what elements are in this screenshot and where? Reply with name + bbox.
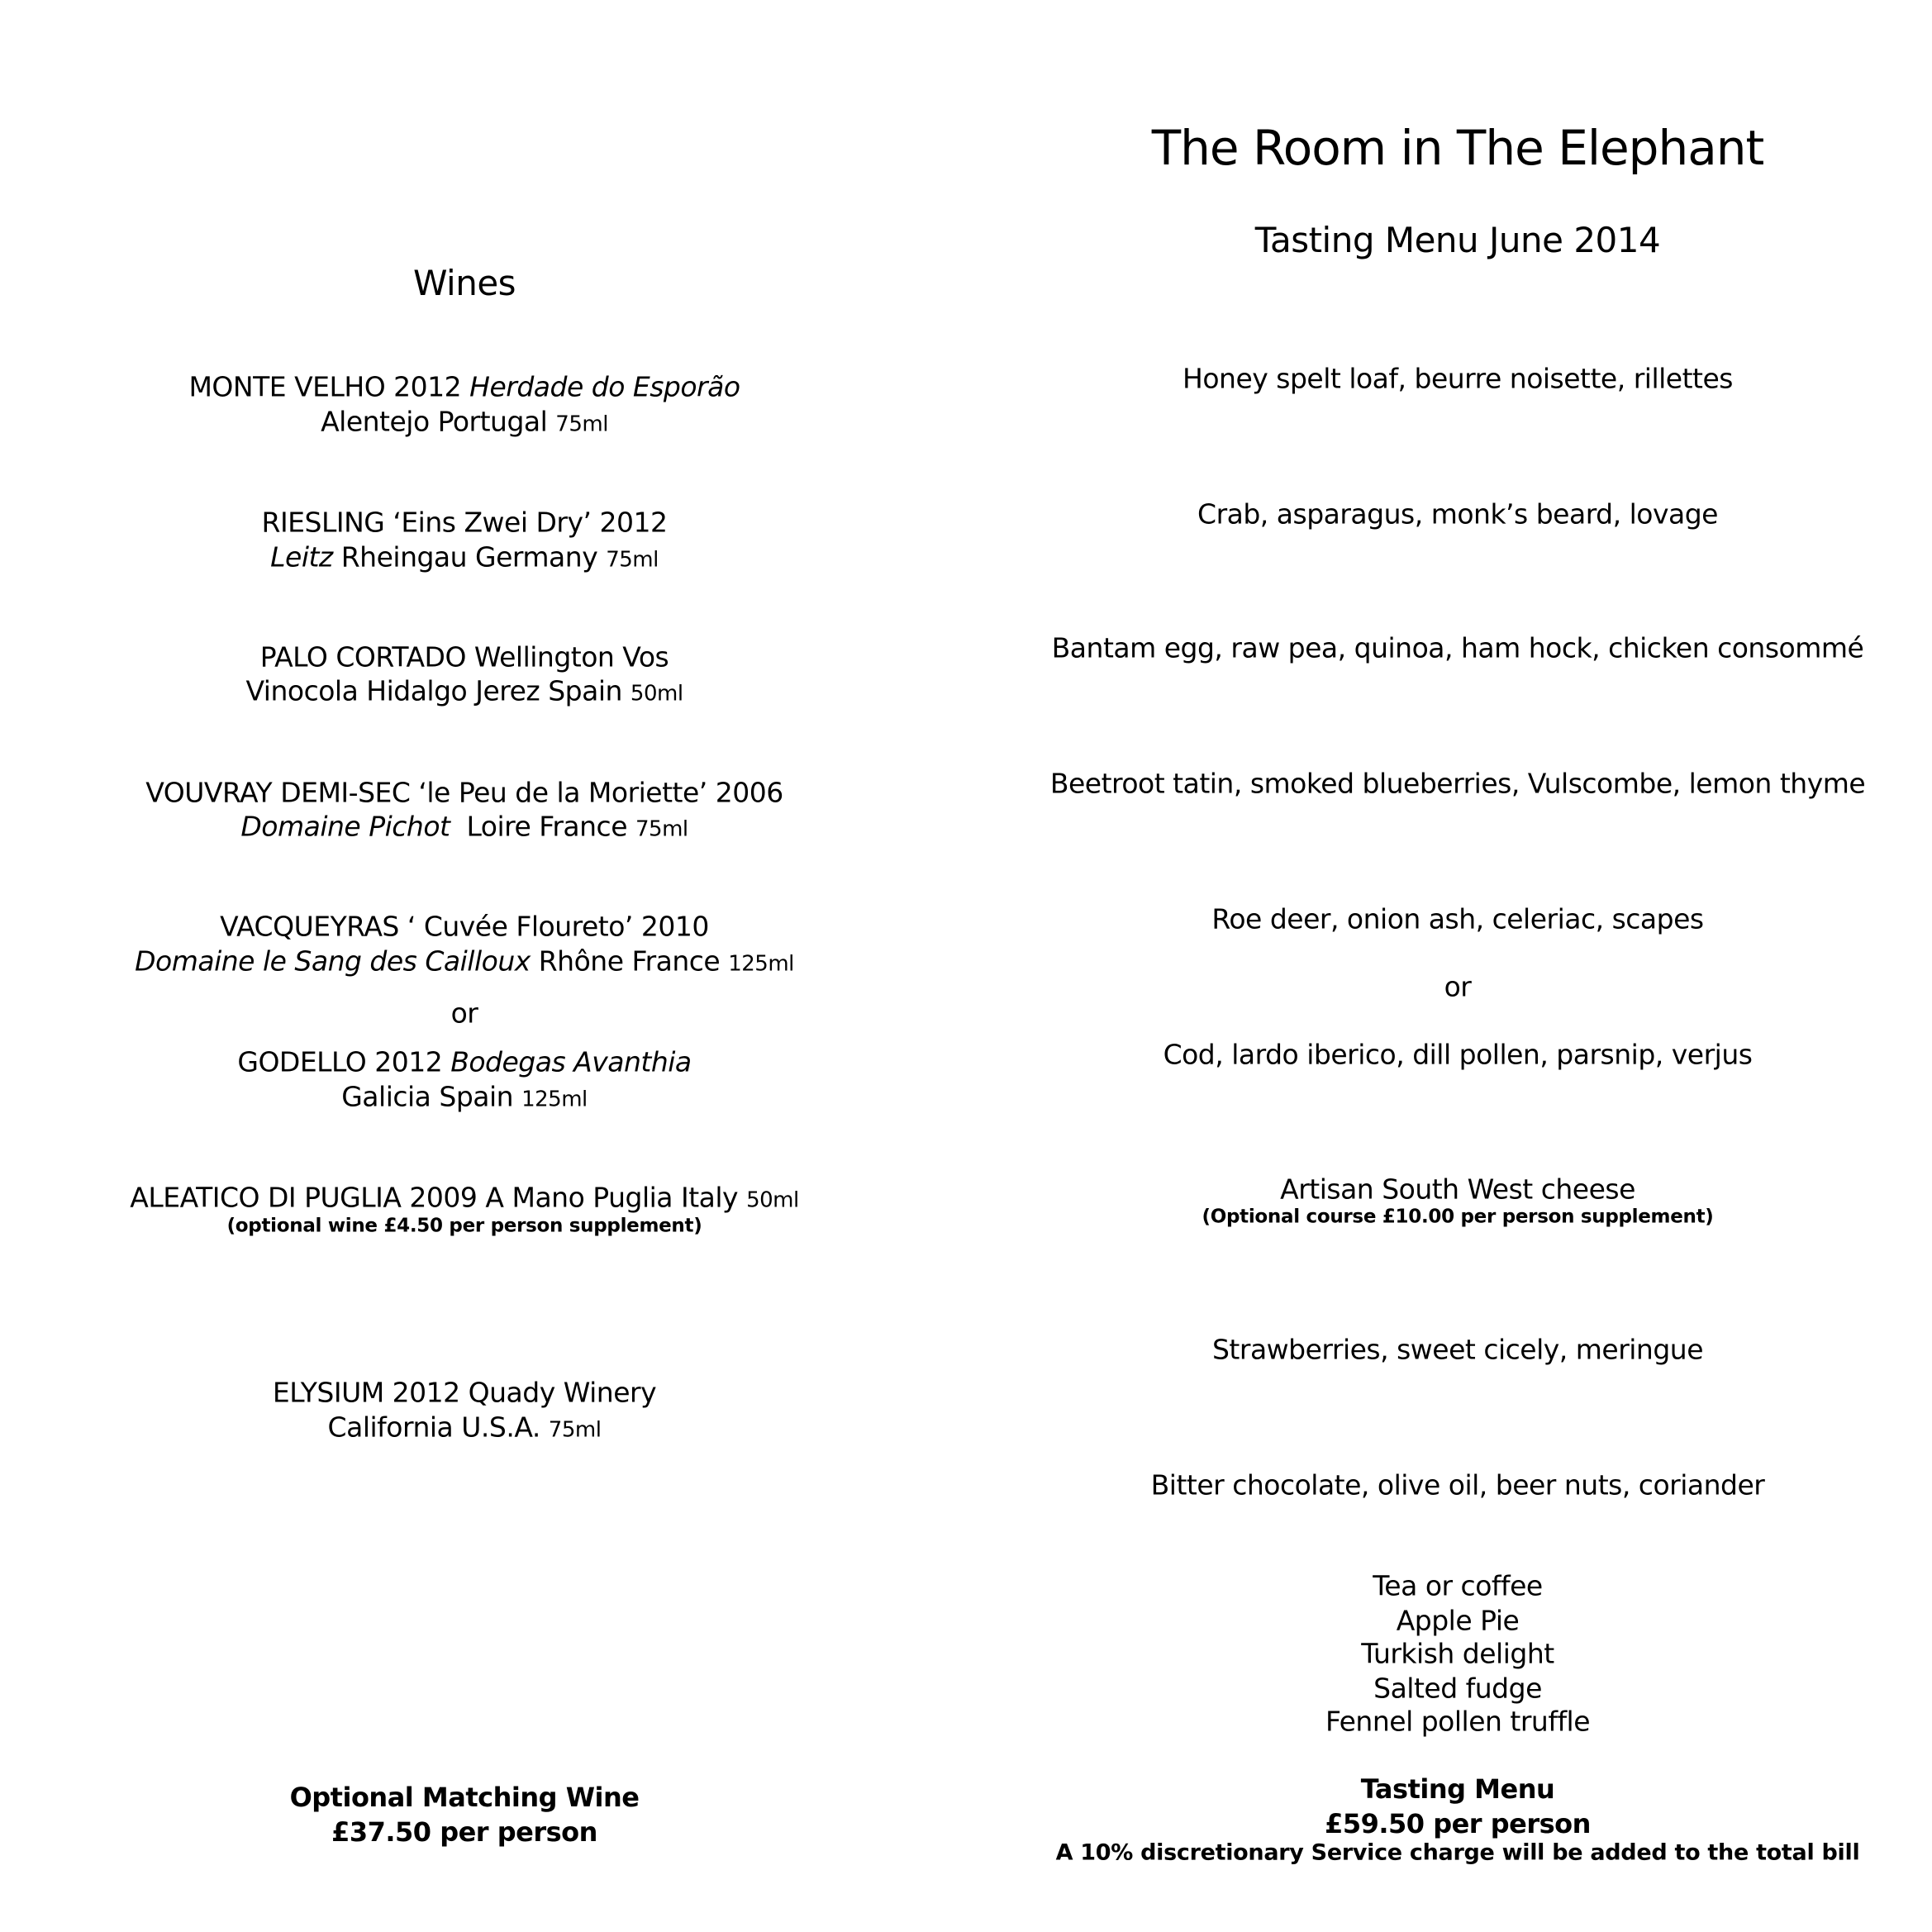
- course-2: Crab, asparagus, monk’s beard, lovage: [1197, 497, 1718, 531]
- petit-four-5: Fennel pollen truffle: [1325, 1705, 1591, 1738]
- wine-name: VACQUEYRAS ‘ Cuvée Floureto’ 2010: [220, 910, 709, 943]
- wine-volume: 75ml: [635, 816, 688, 842]
- wine-3-line-1: [259, 640, 669, 673]
- wine-producer: Leitz: [270, 540, 333, 573]
- course-1: Honey spelt loaf, beurre noisette, rillettes: [1183, 362, 1733, 395]
- wine-2-line-2: [270, 540, 659, 573]
- course-5b: Cod, lardo iberico, dill pollen, parsnip, verjus: [1163, 1038, 1753, 1071]
- wine-region: Rhône France: [530, 945, 729, 978]
- wine-volume: 75ml: [606, 547, 659, 573]
- wine-2-line-1: [261, 506, 668, 539]
- wine-7-line-1: [130, 1181, 799, 1214]
- wine-5-line-2: [135, 945, 794, 978]
- wine-8-line-1: [272, 1376, 657, 1409]
- wine-volume: 75ml: [555, 412, 608, 437]
- tasting-menu-price: £59.50 per person: [1325, 1808, 1591, 1839]
- wine-producer: Bodegas Avanthia: [450, 1045, 692, 1078]
- wine-or-label: or: [450, 997, 478, 1030]
- wine-supplement-note: (optional wine £4.50 per person supplement): [226, 1215, 702, 1237]
- course-5a: Roe deer, onion ash, celeriac, scapes: [1211, 902, 1704, 935]
- wine-volume: 50ml: [630, 681, 683, 707]
- petit-four-2: Apple Pie: [1396, 1604, 1520, 1637]
- course-4: Beetroot tatin, smoked blueberries, Vulscombe, lemon thyme: [1049, 767, 1866, 800]
- wine-1-line-2: [321, 405, 608, 438]
- petit-four-4: Salted fudge: [1373, 1672, 1542, 1705]
- wine-name: ALEATICO DI PUGLIA 2009 A Mano Puglia Italy: [130, 1181, 747, 1214]
- course-3: Bantam egg, raw pea, quinoa, ham hock, chicken consommé: [1051, 631, 1864, 664]
- wine-volume: 125ml: [728, 951, 794, 977]
- course-cheese: Artisan South West cheese: [1280, 1173, 1635, 1206]
- wine-6-line-2: [341, 1080, 588, 1113]
- wine-producer: Herdade do Esporão: [469, 370, 740, 403]
- wine-name: MONTE VELHO 2012: [188, 370, 470, 403]
- wine-region: California U.S.A.: [327, 1411, 549, 1444]
- wine-name: VOUVRAY DEMI-SEC ‘le Peu de la Moriette’ 2006: [145, 776, 783, 809]
- wine-region: Rheingau Germany: [332, 540, 607, 573]
- tasting-menu-label: Tasting Menu: [1360, 1773, 1555, 1805]
- wine-volume: 125ml: [521, 1087, 588, 1112]
- wine-5-line-1: [220, 910, 709, 943]
- wine-4-line-2: [240, 810, 688, 843]
- wine-producer: Domaine le Sang des Cailloux: [135, 945, 531, 978]
- wine-name: ELYSIUM 2012 Quady Winery: [272, 1376, 657, 1409]
- wine-name: PALO CORTADO Wellington Vos: [259, 640, 669, 673]
- wine-region: Alentejo Portugal: [321, 405, 556, 438]
- cheese-supplement-note: (Optional course £10.00 per person supplement): [1202, 1206, 1714, 1228]
- wine-producer: Domaine Pichot: [240, 810, 450, 843]
- wines-heading: Wines: [412, 263, 516, 303]
- wine-1-line-1: [188, 370, 740, 403]
- wine-region: Vinocola Hidalgo Jerez Spain: [245, 674, 631, 707]
- wine-region: Loire France: [450, 810, 635, 843]
- wine-volume: 75ml: [548, 1417, 602, 1443]
- wine-name: GODELLO 2012: [237, 1045, 451, 1078]
- course-dessert-2: Bitter chocolate, olive oil, beer nuts, coriander: [1150, 1468, 1765, 1501]
- wine-pairing-price: £37.50 per person: [331, 1816, 597, 1848]
- course-dessert-1: Strawberries, sweet cicely, meringue: [1211, 1333, 1704, 1366]
- wine-6-line-1: [237, 1045, 692, 1078]
- wine-pairing-label: Optional Matching Wine: [289, 1782, 640, 1813]
- course-or-label: or: [1444, 970, 1472, 1003]
- service-charge-note: A 10% discretionary Service charge will be added to the total bill: [1055, 1839, 1860, 1866]
- restaurant-title: The Room in The Elephant: [1151, 120, 1764, 176]
- wine-4-line-1: [145, 776, 783, 809]
- petit-four-1: Tea or coffee: [1373, 1569, 1543, 1602]
- menu-subtitle: Tasting Menu June 2014: [1254, 220, 1661, 260]
- wine-volume: 50ml: [746, 1187, 799, 1213]
- petit-four-3: Turkish delight: [1361, 1637, 1554, 1670]
- wine-3-line-2: [245, 674, 683, 707]
- wine-8-line-2: [327, 1411, 602, 1444]
- wine-name: RIESLING ‘Eins Zwei Dry’ 2012: [261, 506, 668, 539]
- wine-region: Galicia Spain: [341, 1080, 522, 1113]
